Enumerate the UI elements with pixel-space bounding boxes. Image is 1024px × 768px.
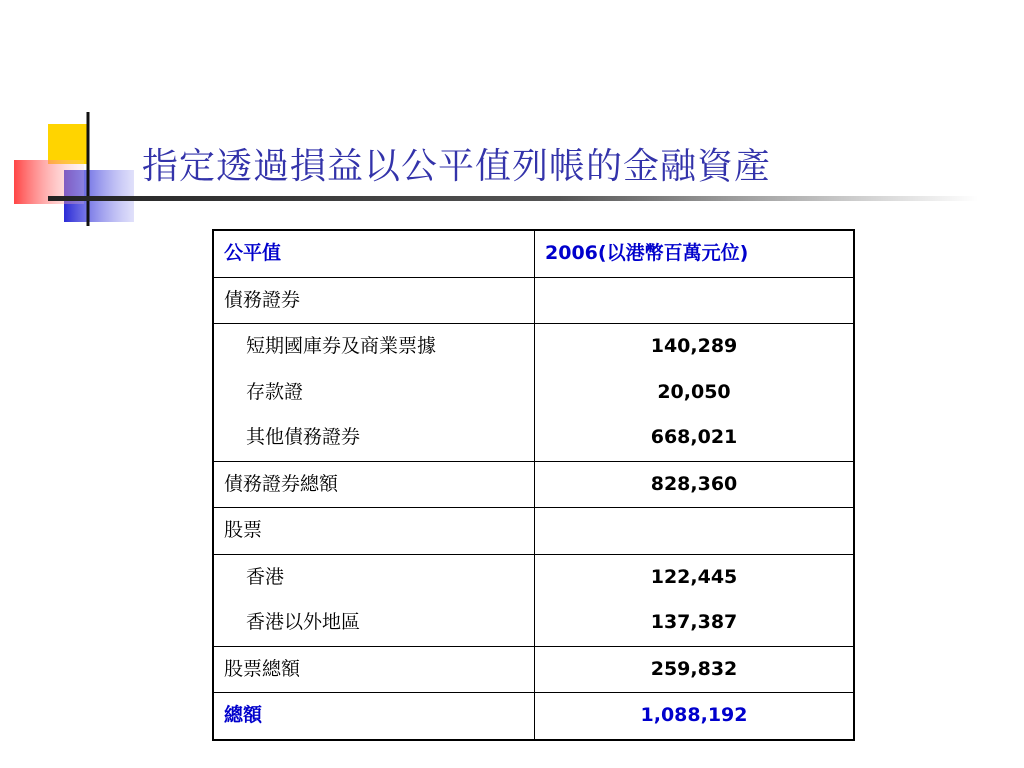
row-value: 668,021 <box>650 426 738 448</box>
row-value: 140,289 <box>650 335 738 357</box>
row-label: 債務證券總額 <box>224 472 339 495</box>
row-label: 短期國庫券及商業票據 <box>246 335 437 357</box>
total-label: 總額 <box>224 704 263 726</box>
header-label: 公平值 <box>224 242 282 264</box>
total-value: 1,088,192 <box>640 704 748 726</box>
row-label: 債務證券 <box>224 288 301 311</box>
row-value <box>545 278 843 324</box>
row-value: 122,445 <box>650 565 738 588</box>
row-label: 香港以外地區 <box>246 611 361 633</box>
row-value: 828,360 <box>650 472 738 495</box>
slide-title: 指定透過損益以公平值列帳的金融資產 <box>142 146 772 187</box>
table-row <box>213 646 854 693</box>
decorative-squares-graphic <box>0 0 140 240</box>
row-label: 存款證 <box>246 380 304 403</box>
financial-assets-table <box>212 229 855 741</box>
row-value: 137,387 <box>650 611 738 633</box>
table-total-row <box>213 693 854 740</box>
row-value: 20,050 <box>657 380 731 403</box>
row-label: 其他債務證券 <box>246 426 361 448</box>
table-row <box>213 508 854 555</box>
table-row <box>213 277 854 324</box>
table-row <box>213 554 854 646</box>
row-label: 股票總額 <box>224 657 301 680</box>
row-value: 259,832 <box>650 657 738 680</box>
table-header-row <box>213 230 854 277</box>
table-row <box>213 324 854 462</box>
row-label: 香港 <box>246 565 285 588</box>
yellow-square <box>48 124 88 164</box>
title-underline <box>48 196 978 204</box>
row-value <box>545 508 843 554</box>
row-label: 股票 <box>224 519 263 541</box>
table-row <box>213 461 854 508</box>
header-value: 2006(以港幣百萬元位) <box>545 242 749 264</box>
